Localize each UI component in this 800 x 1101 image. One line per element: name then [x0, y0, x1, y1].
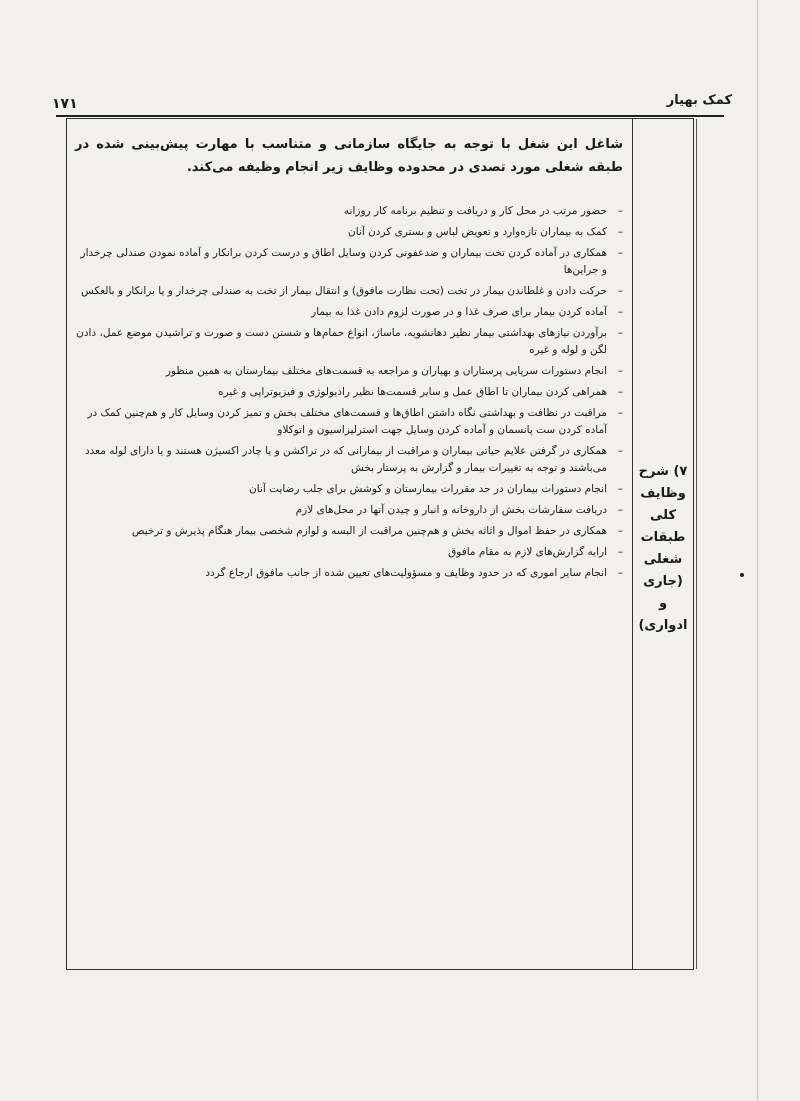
column-double-rule [696, 119, 697, 969]
header-rule [56, 115, 724, 117]
list-item [75, 363, 623, 380]
list-item [75, 523, 623, 540]
duty-text: ارایه گزارش‌های لازم به مقام مافوق [448, 546, 607, 558]
duty-text: برآوردن نیازهای بهداشتی بیمار نظیر دهانشویه، ماساژ، انواع حمام‌ها و شستن دست و صورت و تراشیدن موضع عمل، دادن لگن و لوله و غیره [76, 327, 607, 356]
dash-marker: – [617, 205, 623, 217]
list-item [75, 481, 623, 498]
duty-text: حضور مرتب در محل کار و دریافت و تنظیم برنامه کار روزانه [343, 205, 607, 217]
page-edge-line [757, 0, 758, 1101]
list-item [75, 502, 623, 519]
dash-marker: – [617, 247, 623, 259]
duties-list [75, 203, 623, 582]
dash-marker: – [617, 306, 623, 318]
dash-marker: – [617, 504, 623, 516]
dash-marker: – [617, 226, 623, 238]
dash-marker: – [617, 386, 623, 398]
list-item [75, 283, 623, 300]
duty-text: مراقبت در نظافت و بهداشتی نگاه داشتن اطاق‌ها و قسمت‌های مختلف بخش و تمیز کردن وسایل کار و هم‌چنین کمک در آماده کردن ست پانسمان و آماده کردن وسایل جهت استرلیزاسیون و اتوکلاو [87, 407, 607, 436]
intro-paragraph: شاغل این شغل با توجه به جایگاه سازمانی و متناسب با مهارت پیش‌بینی شده در طبقه شغلی مورد تصدی در محدوده وظایف زیر انجام وظیفه می‌کند. [75, 137, 623, 175]
list-item [75, 405, 623, 439]
duty-text: حرکت دادن و غلطاندن بیمار در تخت (تحت نظارت مافوق) و انتقال بیمار از تخت به صندلی چرخدار و یا برانکار و بالعکس [81, 285, 607, 297]
list-item [75, 544, 623, 561]
dash-marker: – [617, 546, 623, 558]
duty-text: دریافت سفارشات بخش از داروخانه و انبار و چیدن آنها در محل‌های لازم [295, 504, 607, 516]
duty-text: انجام دستورات سرپایی پرستاران و بهیاران و مراجعه به قسمت‌های مختلف بیمارستان به همین منظور [165, 365, 607, 377]
page-number: ۱۷۱ [52, 96, 78, 112]
list-item [75, 304, 623, 321]
header-title: کمک بهیار [666, 93, 732, 108]
dash-marker: – [617, 327, 623, 339]
dash-marker: – [617, 483, 623, 495]
section-label-column [632, 119, 693, 969]
duty-text: انجام دستورات بیماران در حد مقررات بیمارستان و کوشش برای جلب رضایت آنان [249, 483, 607, 495]
duties-content [75, 133, 623, 586]
dash-marker: – [617, 445, 623, 457]
duty-text: همکاری در حفظ اموال و اثاثه بخش و هم‌چنین مراقبت از البسه و لوازم شخصی بیمار هنگام پذیرش و ترخیص [131, 525, 607, 537]
list-item [75, 203, 623, 220]
dash-marker: – [617, 567, 623, 579]
dash-marker: – [617, 525, 623, 537]
dash-marker: – [617, 285, 623, 297]
list-item [75, 384, 623, 401]
list-item [75, 443, 623, 477]
duty-text: همکاری در آماده کردن تخت بیماران و ضدعفونی کردن وسایل اطاق و درست کردن برانکار و آماده نمودن صندلی چرخدار و جراین‌ها [80, 247, 607, 276]
section-label: ۷) شرح وظایف کلی طبقات شغلی (جاری و ادواری) [638, 464, 688, 633]
duty-text: انجام سایر اموری که در حدود وظایف و مسؤولیت‌های تعیین شده از جانب مافوق ارجاع گردد [205, 567, 607, 579]
list-item [75, 224, 623, 241]
dash-marker: – [617, 365, 623, 377]
dash-marker: – [617, 407, 623, 419]
duty-text: همکاری در گرفتن علایم حیاتی بیماران و مراقبت از بیمارانی که در تراکشن و یا چادر اکسیژن هستند و یا دارای لوله معدد می‌باشند و توجه به تغییرات بیمار و گزارش به پرستار بخش [84, 445, 607, 474]
list-item [75, 565, 623, 582]
list-item [75, 245, 623, 279]
job-description-table [66, 118, 694, 970]
duty-text: آماده کردن بیمار برای صرف غذا و در صورت لزوم دادن غذا به بیمار [311, 306, 607, 318]
duty-text: همراهی کردن بیماران تا اطاق عمل و سایر قسمت‌ها نظیر رادیولوژی و فیزیوتراپی و غیره [217, 386, 607, 398]
list-item [75, 325, 623, 359]
duty-text: کمک به بیماران تازه‌وارد و تعویض لباس و بستری کردن آنان [347, 226, 607, 238]
margin-dot [740, 573, 744, 577]
